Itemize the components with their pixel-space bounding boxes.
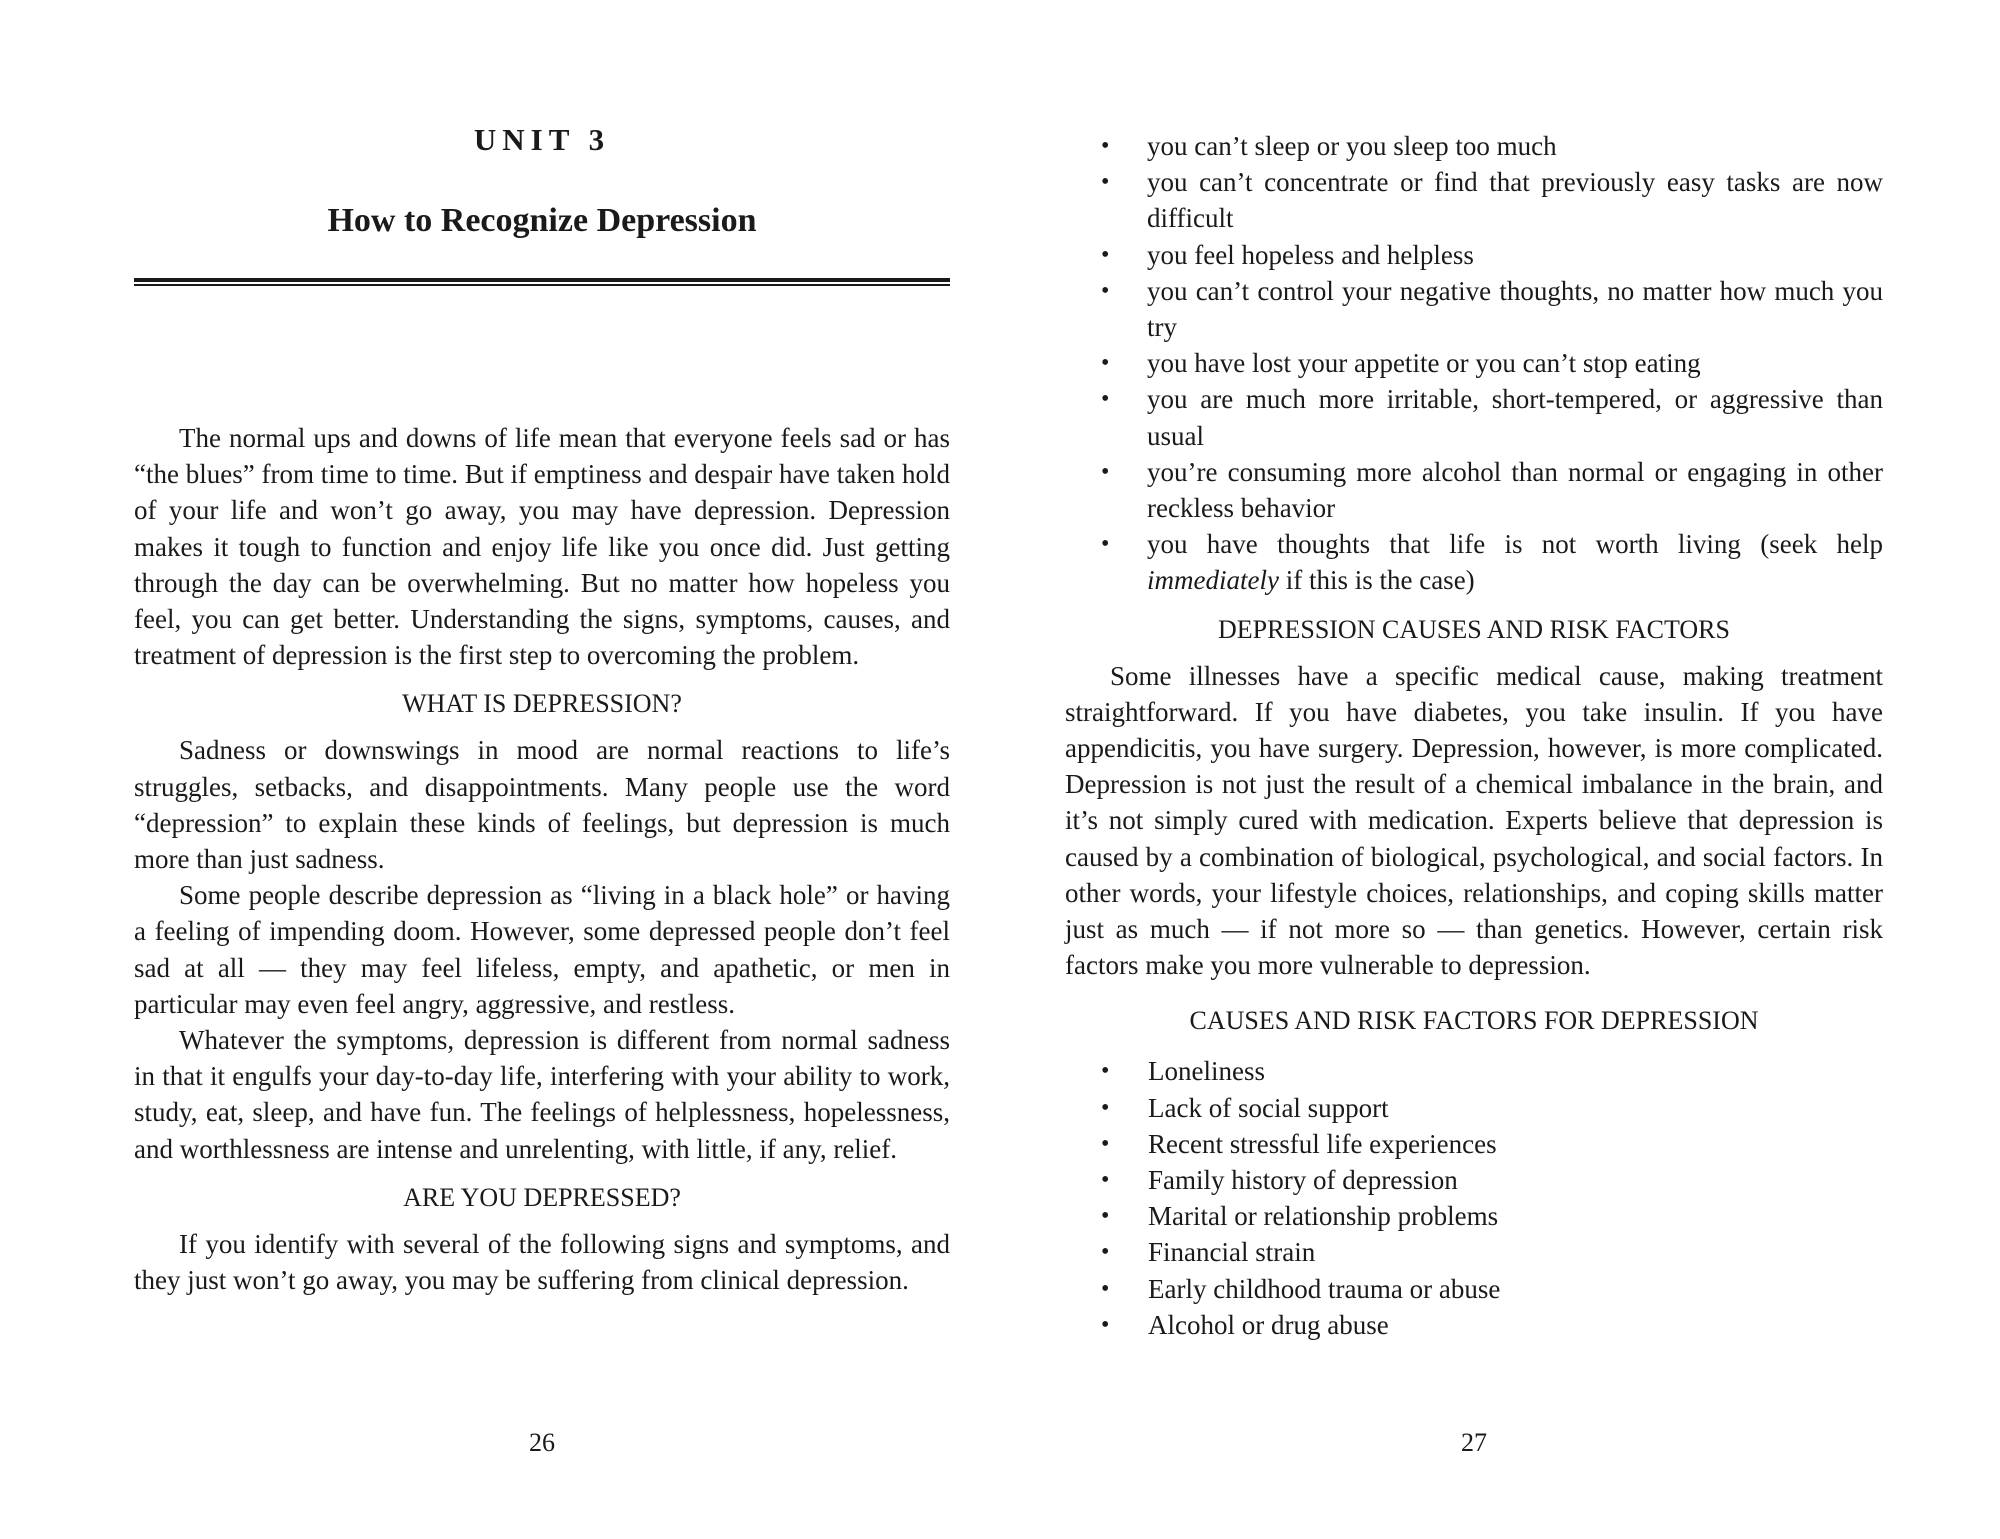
page-number-left: 26 (529, 1428, 555, 1457)
list-item: • you have thoughts that life is not worth living (seek help immediately if this is the case) (1065, 526, 1883, 598)
paragraph: Some illnesses have a specific medical cause, making treatment straightforward. If you have diabetes, you take insulin. If you have appendicitis, you have surgery. Depression, however, is more complicated. Depression is not just the result of a chemical imbalance in the brain, and it’s not simply cured with medication. Experts believe that depression is caused by a combination of biological, psychological, and social factors. In other words, your lifestyle choices, relationships, and coping skills matter just as much — if not more so — than genetics. However, certain risk factors make you more vulnerable to depression. (1065, 660, 1883, 981)
list-item: • Family history of depression (1065, 1162, 1883, 1198)
bullet-icon: • (1101, 133, 1110, 159)
list-item: • Alcohol or drug abuse (1065, 1307, 1883, 1343)
left-page-body (134, 420, 950, 1298)
section-heading-are-you-depressed: ARE YOU DEPRESSED? (403, 1182, 681, 1212)
bullet-icon: • (1101, 1203, 1110, 1230)
list-item: • you are much more irritable, short-tempered, or aggressive than usual (1065, 381, 1883, 453)
list-item: • Marital or relationship problems (1065, 1198, 1883, 1234)
chapter-title: How to Recognize Depression (327, 202, 757, 239)
list-item: • you can’t concentrate or find that previously easy tasks are now difficult (1065, 164, 1883, 236)
list-item: • Financial strain (1065, 1234, 1883, 1270)
bullet-icon: • (1101, 458, 1110, 485)
list-item: • you’re consuming more alcohol than normal or engaging in other reckless behavior (1065, 454, 1883, 526)
list-item: • you have lost your appetite or you can’t stop eating (1065, 345, 1883, 381)
title-double-rule (134, 278, 950, 286)
list-item: • you can’t control your negative thoughts, no matter how much you try (1065, 273, 1883, 345)
bullet-icon: • (1101, 1311, 1110, 1338)
section-heading-causes-for-depression: CAUSES AND RISK FACTORS FOR DEPRESSION (1189, 1006, 1759, 1036)
unit-label: UNIT 3 (473, 122, 611, 157)
right-page-body (1065, 128, 1883, 1343)
symptom-list (1065, 128, 1883, 599)
bullet-icon: • (1101, 1094, 1110, 1121)
bullet-icon: • (1101, 1239, 1110, 1266)
paragraph: Whatever the symptoms, depression is different from normal sadness in that it engulfs your day-to-day life, interfering with your ability to work, study, eat, sleep, and have fun. The feelings of helplessness, hopelessness, and worthlessness are intense and unrelenting, with little, if any, relief. (134, 1025, 950, 1164)
list-item: • Recent stressful life experiences (1065, 1126, 1883, 1162)
bullet-icon: • (1101, 1130, 1110, 1157)
right-page (1065, 0, 1883, 1539)
risk-factor-list (1065, 1053, 1883, 1343)
emphasis-text: immediately (1147, 565, 1279, 596)
paragraph: Sadness or downswings in mood are normal reactions to life’s struggles, setbacks, and disappointments. Many people use the word “depression” to explain these kinds of feelings, but depression is much more than just sadness. (134, 735, 950, 875)
list-item: • you feel hopeless and helpless (1065, 237, 1883, 273)
section-heading-causes-risk-factors: DEPRESSION CAUSES AND RISK FACTORS (1218, 614, 1730, 644)
paragraph: If you identify with several of the following signs and symptoms, and they just won’t go away, you may be suffering from clinical depression. (134, 1228, 950, 1296)
bullet-icon: • (1101, 1275, 1110, 1302)
list-item: • you can’t sleep or you sleep too much (1065, 128, 1883, 164)
bullet-icon: • (1101, 1167, 1110, 1194)
bullet-icon: • (1101, 350, 1110, 377)
section-heading-what-is-depression: WHAT IS DEPRESSION? (402, 689, 682, 719)
list-item: • Loneliness (1065, 1053, 1883, 1089)
bullet-icon: • (1101, 241, 1110, 268)
bullet-icon: • (1101, 277, 1110, 304)
bullet-icon: • (1101, 1058, 1110, 1085)
list-item: • Lack of social support (1065, 1090, 1883, 1126)
paragraph: Some people describe depression as “living in a black hole” or having a feeling of impending doom. However, some depressed people don’t feel sad at all — they may feel lifeless, empty, and apathetic, or men in particular may even feel angry, aggressive, and restless. (134, 880, 950, 1019)
left-page (134, 0, 950, 1539)
list-item: • Early childhood trauma or abuse (1065, 1271, 1883, 1307)
bullet-icon: • (1101, 386, 1110, 413)
intro-paragraph: The normal ups and downs of life mean that everyone feels sad or has “the blues” from time to time. But if emptiness and despair have taken hold of your life and won’t go away, you may have depression. Depression makes it tough to function and enjoy life like you once did. Just getting through the day can be overwhelming. But no matter how hopeless you feel, you can get better. Understanding the signs, symptoms, causes, and treatment of depression is the first step to overcoming the problem. (134, 423, 950, 671)
bullet-icon: • (1101, 531, 1110, 558)
bullet-icon: • (1101, 169, 1110, 196)
page-number-right: 27 (1461, 1428, 1487, 1457)
